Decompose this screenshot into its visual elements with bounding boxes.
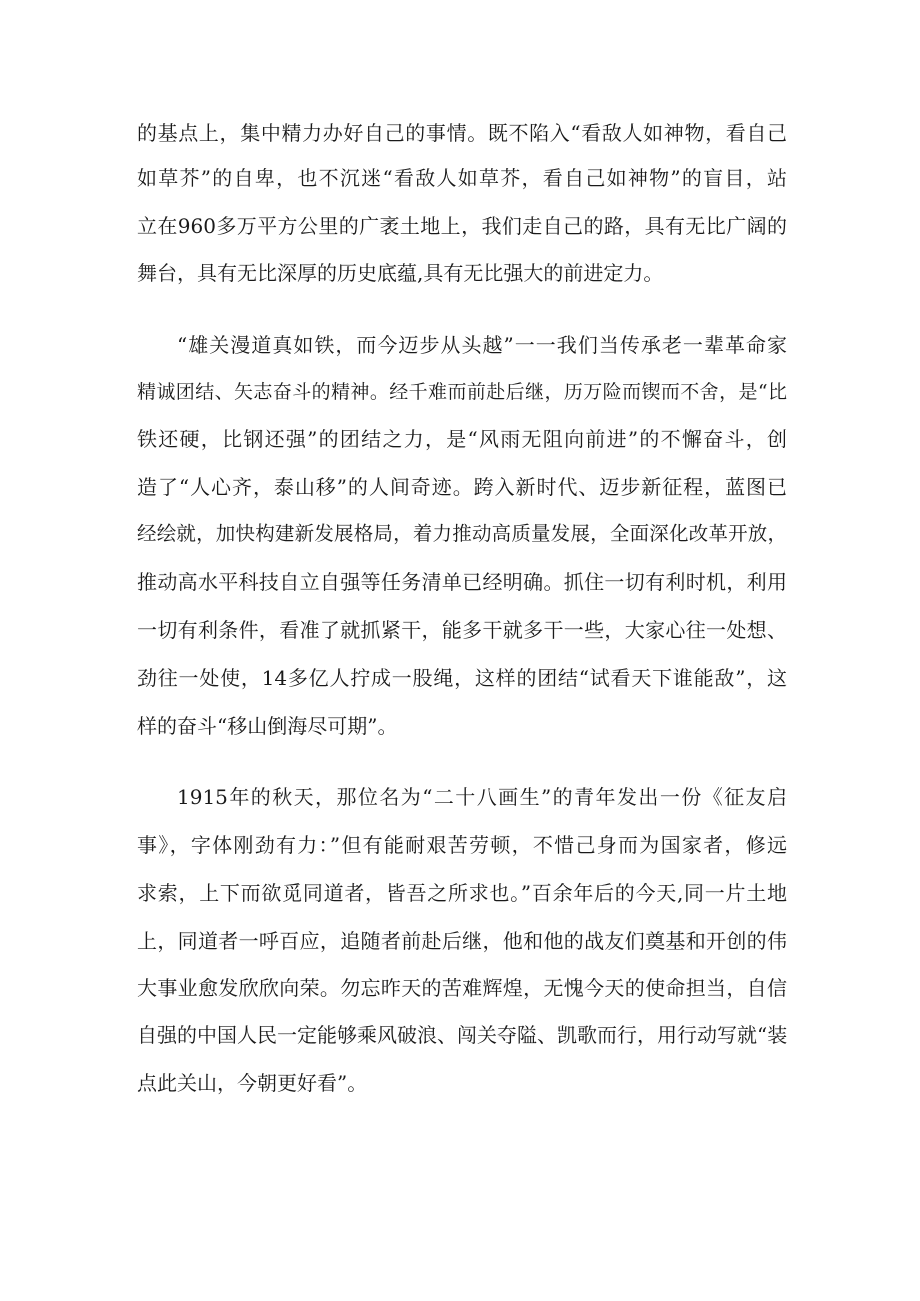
paragraph-3-line-5: 大事业愈发欣欣向荣。勿忘昨天的苦难辉煌，无愧今天的使命担当，自信 (137, 976, 787, 1000)
paragraph-2-line-1: “雄关漫道真如铁，而今迈步从头越”一一我们当传承老一辈革命家 (177, 333, 787, 357)
paragraph-3-line-2: 事》，字体刚劲有力：”但有能耐艰苦劳顿，不惜己身而为国家者，修远 (137, 833, 787, 857)
paragraph-2-line-5: 经绘就，加快构建新发展格局，着力推动高质量发展，全面深化改革开放， (137, 522, 787, 545)
paragraph-1-line-4: 舞台，具有无比深厚的历史底蕴,具有无比强大的前进定力。 (137, 261, 664, 285)
paragraph-2-line-6: 推动高水平科技自立自强等任务清单已经明确。抓住一切有利时机，利用 (137, 570, 787, 594)
paragraph-1-line-2: 如草芥”的自卑，也不沉迷“看敌人如草芥，看自己如神物”的盲目，站 (137, 166, 787, 190)
paragraph-2-line-4: 造了“人心齐，泰山移”的人间奇迹。跨入新时代、迈步新征程，蓝图已 (137, 475, 787, 499)
paragraph-3-line-4: 上，同道者一呼百应，追随者前赴后继，他和他的战友们奠基和开创的伟 (137, 929, 787, 953)
paragraph-2-line-3: 铁还硬，比钢还强”的团结之力，是“风雨无阻向前进”的不懈奋斗，创 (137, 427, 787, 451)
paragraph-3-line-7: 点此关山，今朝更好看”。 (137, 1071, 368, 1095)
paragraph-3-line-6: 自强的中国人民一定能够乘风破浪、闯关夺隘、凯歌而行，用行动写就“装 (137, 1023, 787, 1047)
paragraph-1-line-3: 立在960多万平方公里的广袤土地上，我们走自己的路，具有无比广阔的 (137, 214, 787, 238)
paragraph-1-line-1: 的基点上，集中精力办好自己的事情。既不陷入“看敌人如神物，看自己 (137, 121, 787, 145)
paragraph-3-line-1: 1915年的秋天，那位名为“二十八画生”的青年发出一份《征友启 (177, 785, 787, 809)
paragraph-2-line-8: 劲往一处使，14多亿人拧成一股绳，这样的团结“试看天下谁能敌”，这 (137, 666, 787, 690)
paragraph-2-line-2: 精诚团结、矢志奋斗的精神。经千难而前赴后继，历万险而锲而不舍，是“比 (137, 381, 787, 403)
paragraph-2-line-7: 一切有利条件，看准了就抓紧干，能多干就多干一些，大家心往一处想、 (137, 618, 787, 642)
paragraph-3-line-3: 求索，上下而欲觅同道者，皆吾之所求也。”百余年后的今天,同一片土地 (137, 881, 787, 905)
paragraph-2-line-9: 样的奋斗“移山倒海尽可期”。 (137, 714, 398, 738)
